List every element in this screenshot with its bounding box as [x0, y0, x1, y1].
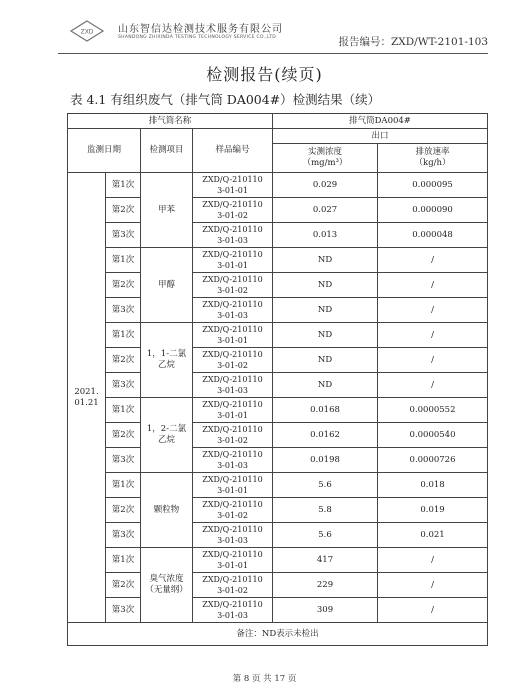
emission-rate: / [378, 298, 488, 323]
concentration-header: 实测浓度 （mg/m³） [273, 144, 378, 173]
measured-concentration: ND [273, 373, 378, 398]
emission-rate: 0.021 [378, 523, 488, 548]
measured-concentration: 0.013 [273, 223, 378, 248]
sampling-round: 第2次 [106, 498, 141, 523]
emission-rate: / [378, 373, 488, 398]
report-number: 报告编号：ZXD/WT-2101-103 [338, 36, 488, 48]
page-title: 检测报告(续页) [206, 65, 323, 84]
emission-rate: / [378, 573, 488, 598]
table-row [68, 548, 488, 573]
sample-id: ZXD/Q-210110 3-01-02 [193, 498, 273, 523]
table-row [68, 298, 488, 323]
table-row [68, 523, 488, 548]
table-row [68, 223, 488, 248]
measured-concentration: 0.0198 [273, 448, 378, 473]
emission-rate: / [378, 273, 488, 298]
sampling-round: 第1次 [106, 173, 141, 198]
sample-id: ZXD/Q-210110 3-01-03 [193, 373, 273, 398]
test-item: 1，2-二氯 乙烷 [141, 398, 193, 473]
sample-id: ZXD/Q-210110 3-01-03 [193, 298, 273, 323]
table-row [68, 448, 488, 473]
measured-concentration: 229 [273, 573, 378, 598]
measured-concentration: 5.6 [273, 473, 378, 498]
emission-rate: 0.000090 [378, 198, 488, 223]
table-row [68, 573, 488, 598]
measured-concentration: ND [273, 298, 378, 323]
stack-name-value: 排气筒DA004# [273, 114, 488, 129]
sample-id: ZXD/Q-210110 3-01-02 [193, 198, 273, 223]
emission-rate: 0.000095 [378, 173, 488, 198]
table-note: 备注：ND表示未检出 [68, 623, 488, 646]
svg-text:ZXD: ZXD [80, 28, 94, 36]
table-header-row [68, 114, 488, 129]
sampling-round: 第3次 [106, 448, 141, 473]
sampling-round: 第3次 [106, 598, 141, 623]
page-number: 第 8 页 共 17 页 [232, 674, 297, 684]
sampling-round: 第3次 [106, 523, 141, 548]
test-item: 臭气浓度 （无量纲） [141, 548, 193, 623]
table-row [68, 273, 488, 298]
emission-rate: / [378, 348, 488, 373]
page-header [58, 14, 488, 54]
sampling-round: 第1次 [106, 473, 141, 498]
table-row [68, 373, 488, 398]
emission-rate: 0.018 [378, 473, 488, 498]
measured-concentration: ND [273, 248, 378, 273]
emission-rate: / [378, 323, 488, 348]
sampling-round: 第1次 [106, 398, 141, 423]
sampling-round: 第1次 [106, 548, 141, 573]
sampling-round: 第3次 [106, 298, 141, 323]
table-caption: 表 4.1 有组织废气（排气筒 DA004#）检测结果（续） [70, 92, 381, 107]
stack-name-header: 排气筒名称 [68, 114, 273, 129]
measured-concentration: ND [273, 348, 378, 373]
rate-header: 排放速率 （kg/h） [378, 144, 488, 173]
sampling-round: 第2次 [106, 198, 141, 223]
measured-concentration: 5.8 [273, 498, 378, 523]
sampling-round: 第1次 [106, 323, 141, 348]
sample-id: ZXD/Q-210110 3-01-01 [193, 323, 273, 348]
table-header-row [68, 129, 488, 144]
sample-id: ZXD/Q-210110 3-01-01 [193, 173, 273, 198]
table-row [68, 498, 488, 523]
sample-header: 样品编号 [193, 129, 273, 173]
emission-rate: / [378, 248, 488, 273]
emission-rate: 0.0000552 [378, 398, 488, 423]
sample-id: ZXD/Q-210110 3-01-02 [193, 423, 273, 448]
table-row [68, 598, 488, 623]
test-item: 甲醇 [141, 248, 193, 323]
measured-concentration: 0.027 [273, 198, 378, 223]
sample-id: ZXD/Q-210110 3-01-03 [193, 223, 273, 248]
measured-concentration: 309 [273, 598, 378, 623]
measured-concentration: 417 [273, 548, 378, 573]
emission-rate: / [378, 598, 488, 623]
sample-id: ZXD/Q-210110 3-01-01 [193, 248, 273, 273]
sampling-round: 第2次 [106, 348, 141, 373]
measured-concentration: 0.0168 [273, 398, 378, 423]
table-row [68, 323, 488, 348]
test-item: 甲苯 [141, 173, 193, 248]
sampling-round: 第3次 [106, 223, 141, 248]
table-row [68, 248, 488, 273]
sampling-round: 第2次 [106, 423, 141, 448]
sample-id: ZXD/Q-210110 3-01-03 [193, 598, 273, 623]
company-name-cn: 山东智信达检测技术服务有限公司 [118, 24, 283, 35]
sample-id: ZXD/Q-210110 3-01-02 [193, 273, 273, 298]
company-name-en: SHANDONG ZHIXINDA TESTING TECHNOLOGY SERVICE CO.,LTD [118, 35, 277, 40]
table-note-row [68, 623, 488, 646]
outlet-header: 出口 [273, 129, 488, 144]
table-row [68, 473, 488, 498]
sample-id: ZXD/Q-210110 3-01-03 [193, 448, 273, 473]
measured-concentration: 5.6 [273, 523, 378, 548]
sampling-round: 第2次 [106, 273, 141, 298]
table-row [68, 198, 488, 223]
measured-concentration: ND [273, 323, 378, 348]
table-row [68, 398, 488, 423]
emission-rate: / [378, 548, 488, 573]
date-header: 监测日期 [68, 129, 141, 173]
sample-id: ZXD/Q-210110 3-01-01 [193, 548, 273, 573]
measured-concentration: 0.0162 [273, 423, 378, 448]
measured-concentration: 0.029 [273, 173, 378, 198]
sample-id: ZXD/Q-210110 3-01-01 [193, 473, 273, 498]
measured-concentration: ND [273, 273, 378, 298]
emission-rate: 0.0000726 [378, 448, 488, 473]
table-row [68, 423, 488, 448]
test-item: 颗粒物 [141, 473, 193, 548]
table-row [68, 348, 488, 373]
emission-rate: 0.019 [378, 498, 488, 523]
sampling-round: 第2次 [106, 573, 141, 598]
monitoring-date: 2021. 01.21 [68, 173, 106, 623]
item-header: 检测项目 [141, 129, 193, 173]
company-logo-icon [70, 20, 104, 42]
sample-id: ZXD/Q-210110 3-01-01 [193, 398, 273, 423]
emission-rate: 0.0000540 [378, 423, 488, 448]
sample-id: ZXD/Q-210110 3-01-02 [193, 348, 273, 373]
header-divider [58, 53, 488, 54]
test-item: 1，1-二氯 乙烷 [141, 323, 193, 398]
emission-rate: 0.000048 [378, 223, 488, 248]
table-row [68, 173, 488, 198]
sample-id: ZXD/Q-210110 3-01-03 [193, 523, 273, 548]
sample-id: ZXD/Q-210110 3-01-02 [193, 573, 273, 598]
sampling-round: 第1次 [106, 248, 141, 273]
result-table [67, 113, 488, 646]
sampling-round: 第3次 [106, 373, 141, 398]
